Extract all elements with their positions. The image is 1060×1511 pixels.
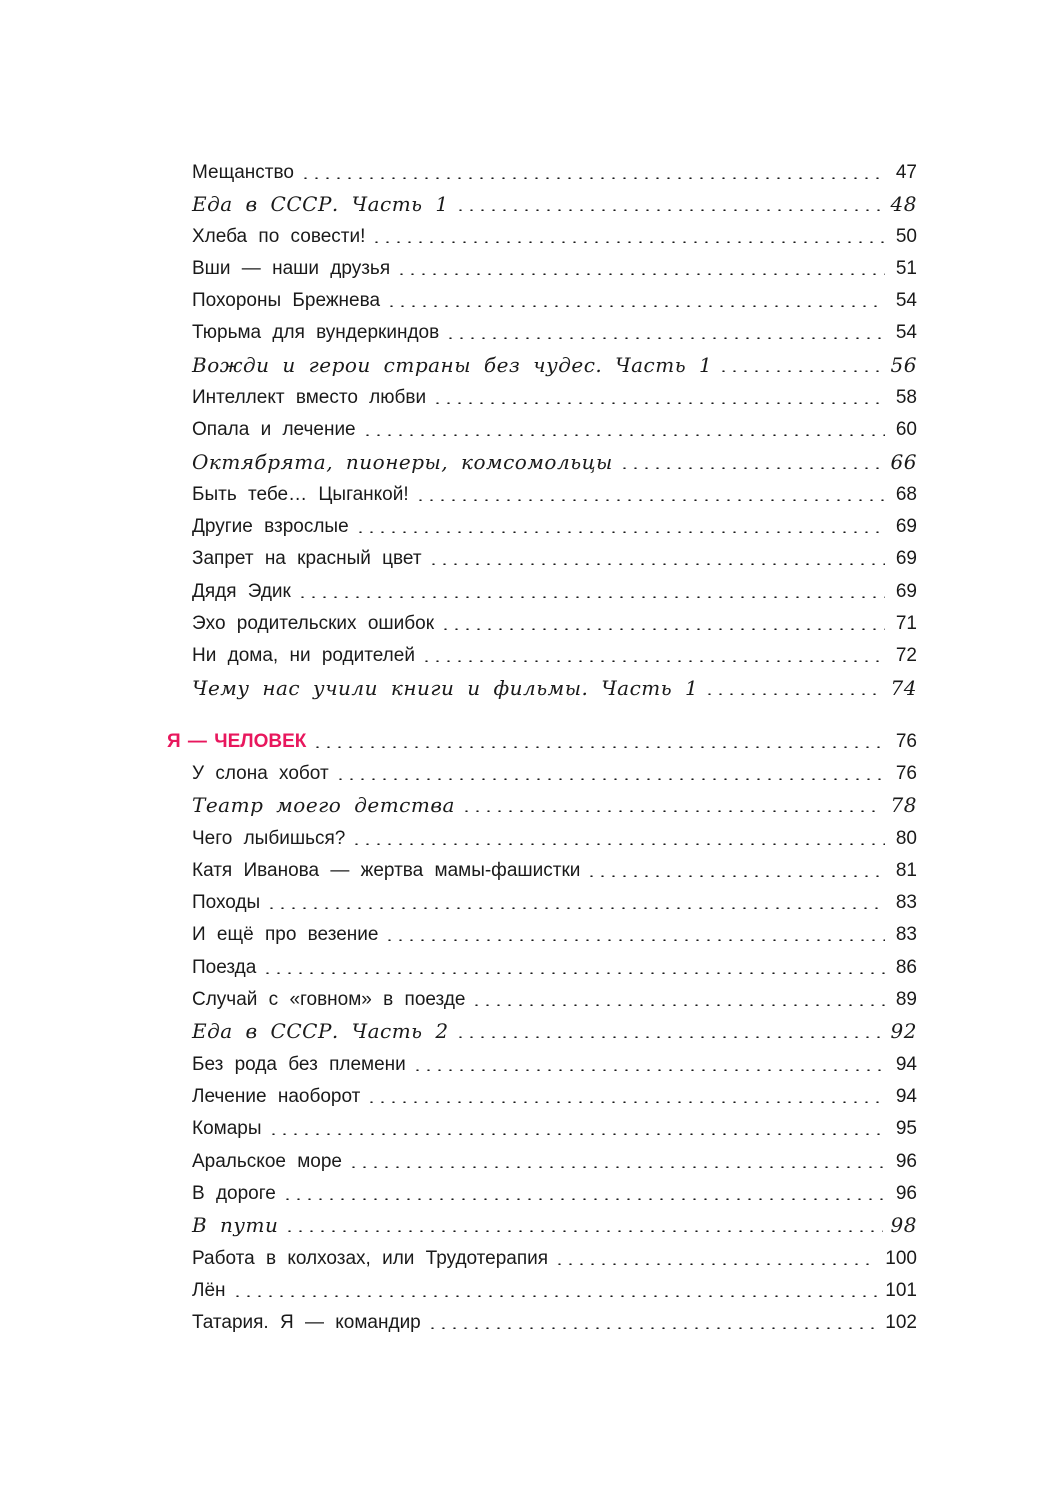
toc-entry[interactable] [192,672,917,702]
dot-leader [619,467,883,469]
toc-entry-page: 50 [895,226,917,247]
dot-leader [366,1101,885,1103]
toc-entry[interactable] [192,446,917,476]
toc-entry[interactable] [192,478,917,508]
toc-entry[interactable] [192,1274,917,1304]
toc-entry-title: Работа в колхозах, или Трудотерапия [192,1248,549,1269]
toc-entry-page: 74 [890,676,917,700]
toc-entry-title: Дядя Эдик [192,581,291,602]
toc-entry[interactable] [192,1080,917,1110]
toc-entry-page: 94 [895,1054,917,1075]
toc-entry[interactable] [192,951,917,981]
toc-entry-title: Еда в СССР. Часть 2 [192,1019,449,1043]
toc-entry[interactable] [192,757,917,787]
toc-entry[interactable] [192,188,917,218]
toc-entry-title: Поезда [192,957,257,978]
toc-entry[interactable] [192,510,917,540]
dot-leader [282,1198,885,1200]
toc-entry[interactable] [192,1177,917,1207]
toc-entry-title: Октябрята, пионеры, комсомольцы [192,450,613,474]
toc-entry[interactable] [192,822,917,852]
toc-entry[interactable] [192,316,917,346]
toc-entry-title: Опала и лечение [192,419,356,440]
dot-leader [284,1230,882,1232]
toc-entry-page: 76 [895,731,917,752]
toc-entry-title: Интеллект вместо любви [192,387,427,408]
toc-entry[interactable] [192,381,917,411]
dot-leader [362,434,885,436]
toc-entry[interactable] [192,854,917,884]
toc-entry-page: 96 [895,1151,917,1172]
toc-entry-page: 54 [895,322,917,343]
dot-leader [718,370,882,372]
toc-entry-title: У слона хобот [192,763,329,784]
dot-leader [300,177,885,179]
dot-leader [427,1327,878,1329]
dot-leader [455,1036,883,1038]
toc-entry[interactable] [192,1048,917,1078]
toc-entry[interactable] [192,983,917,1013]
dot-leader [335,778,885,780]
section-title: Я — ЧЕЛОВЕК [167,731,307,752]
toc-entry-title: Запрет на красный цвет [192,548,422,569]
toc-entry-title: Другие взрослые [192,516,349,537]
toc-entry-page: 69 [895,516,917,537]
toc-entry-page: 58 [895,387,917,408]
toc-entry[interactable] [192,284,917,314]
toc-entry[interactable] [192,413,917,443]
toc-entry-title: Случай с «говном» в поезде [192,989,466,1010]
dot-leader [471,1004,885,1006]
toc-entry-title: Театр моего детства [192,793,455,817]
toc-entry[interactable] [192,789,917,819]
toc-entry-page: 98 [890,1213,917,1237]
toc-entry-page: 54 [895,290,917,311]
toc-entry-page: 76 [895,763,917,784]
toc-entry-page: 102 [885,1312,917,1333]
dot-leader [351,843,885,845]
toc-entry-title: Походы [192,892,261,913]
toc-entry-title: Вожди и герои страны без чудес. Часть 1 [192,353,713,377]
toc-entry-page: 83 [895,924,917,945]
toc-entry-title: Татария. Я — командир [192,1312,421,1333]
toc-entry[interactable] [192,886,917,916]
dot-leader [297,596,885,598]
toc-entry-title: Тюрьма для вундеркиндов [192,322,440,343]
toc-entry-title: Вши — наши друзья [192,258,391,279]
toc-entry-page: 72 [895,645,917,666]
toc-entry-title: Чего лыбишься? [192,828,346,849]
toc-entry-title: Без рода без племени [192,1054,406,1075]
toc-entry-title: Аральское море [192,1151,342,1172]
dot-leader [396,273,885,275]
dot-leader [371,241,885,243]
dot-leader [262,972,885,974]
toc-entry[interactable] [192,220,917,250]
toc-entry[interactable] [192,1306,917,1336]
dot-leader [348,1166,885,1168]
toc-entry-title: Мещанство [192,162,294,183]
toc-entry-page: 89 [895,989,917,1010]
dot-leader [412,1069,885,1071]
toc-entry-page: 78 [890,793,917,817]
toc-entry-title: Комары [192,1118,262,1139]
toc-entry-page: 80 [895,828,917,849]
toc-entry[interactable] [192,1015,917,1045]
toc-entry-title: Похороны Брежнева [192,290,381,311]
dot-leader [384,939,885,941]
dot-leader [440,628,885,630]
toc-entry[interactable] [192,575,917,605]
toc-entry-page: 94 [895,1086,917,1107]
toc-entry-title: Лён [192,1280,226,1301]
toc-entry-page: 51 [895,258,917,279]
toc-entry[interactable] [192,639,917,669]
toc-entry-page: 86 [895,957,917,978]
toc-entry[interactable] [192,1242,917,1272]
dot-leader [586,875,885,877]
toc-entry-title: Быть тебе… Цыганкой! [192,484,409,505]
toc-entry[interactable] [192,1112,917,1142]
toc-entry-title: В дороге [192,1183,276,1204]
toc-entry-page: 92 [890,1019,917,1043]
dot-leader [268,1133,886,1135]
toc-entry-page: 69 [895,548,917,569]
toc-entry[interactable] [192,918,917,948]
toc-entry[interactable] [192,156,917,186]
toc-entry-page: 60 [895,419,917,440]
toc-entry-title: Еда в СССР. Часть 1 [192,192,449,216]
toc-entry-page: 69 [895,581,917,602]
dot-leader [415,499,885,501]
toc-entry-title: И ещё про везение [192,924,379,945]
toc-entry-title: В пути [192,1213,279,1237]
toc-entry[interactable] [192,252,917,282]
toc-entry-page: 71 [895,613,917,634]
toc-entry-page: 81 [895,860,917,881]
dot-leader [428,563,885,565]
toc-entry-page: 47 [895,162,917,183]
dot-leader [232,1295,878,1297]
dot-leader [461,810,883,812]
toc-entry-page: 56 [890,353,917,377]
dot-leader [432,402,885,404]
toc-entry-title: Эхо родительских ошибок [192,613,435,634]
dot-leader [455,209,883,211]
toc-entry-page: 100 [885,1248,917,1269]
toc-entry-title: Лечение наоборот [192,1086,361,1107]
dot-leader [386,305,885,307]
dot-leader [554,1263,877,1265]
toc-section-heading[interactable] [167,725,917,755]
toc-entry-title: Чему нас учили книги и фильмы. Часть 1 [192,676,699,700]
toc-entry-title: Ни дома, ни родителей [192,645,415,666]
dot-leader [445,337,885,339]
toc-entry-page: 101 [885,1280,917,1301]
toc-entry[interactable] [192,542,917,572]
dot-leader [421,660,885,662]
toc-entry[interactable] [192,349,917,379]
toc-entry-page: 68 [895,484,917,505]
toc-entry-page: 96 [895,1183,917,1204]
toc-entry-page: 95 [895,1118,917,1139]
toc-entry[interactable] [192,1145,917,1175]
toc-entry-page: 83 [895,892,917,913]
dot-leader [704,693,882,695]
toc-entry-title: Хлеба по совести! [192,226,366,247]
toc-entry[interactable] [192,607,917,637]
toc-entry-title: Катя Иванова — жертва мамы-фашистки [192,860,581,881]
toc-entry-page: 48 [890,192,917,216]
dot-leader [355,531,885,533]
toc-entry[interactable] [192,1209,917,1239]
dot-leader [312,746,885,748]
dot-leader [266,907,885,909]
toc-entry-page: 66 [890,450,917,474]
